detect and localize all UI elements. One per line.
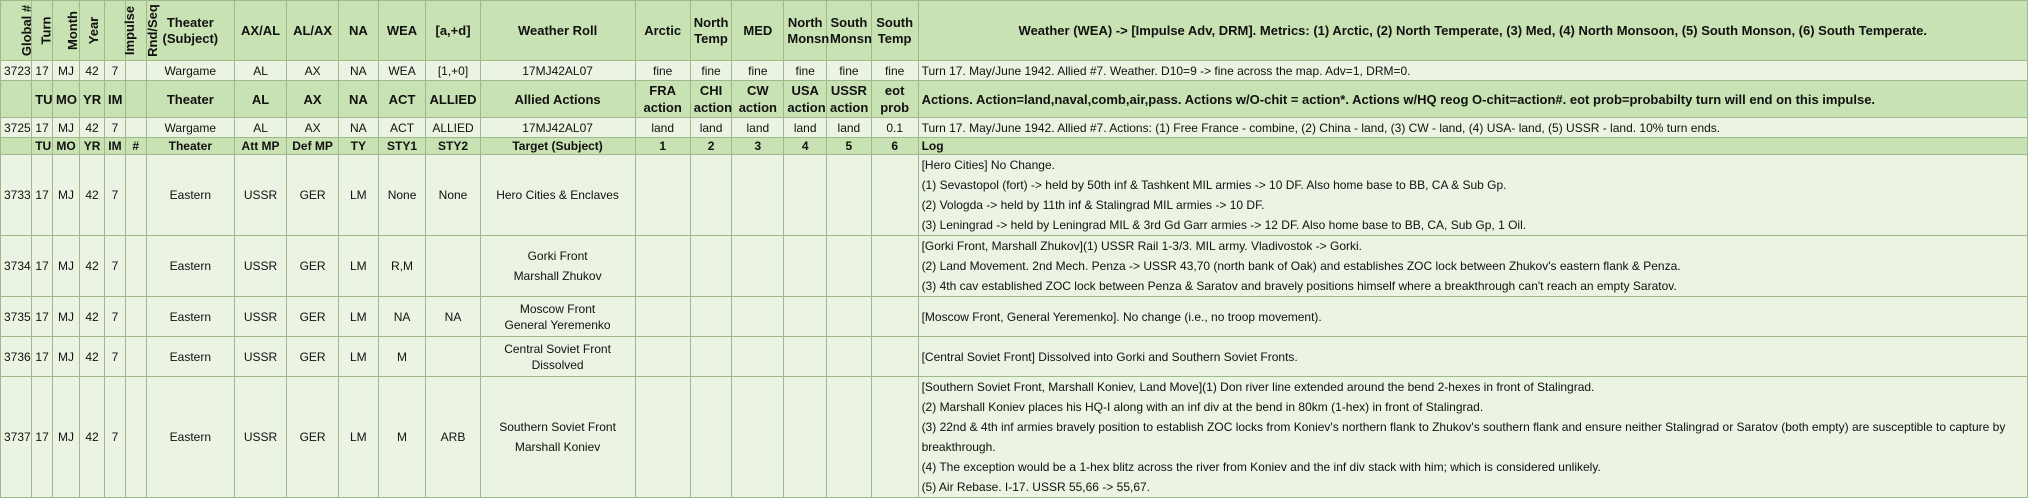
cell[interactable] — [690, 236, 732, 297]
cell[interactable]: AL — [235, 118, 287, 138]
cell-id[interactable]: 3737 — [1, 377, 32, 498]
header-cell[interactable]: Theater — [146, 138, 234, 155]
cell[interactable]: 7 — [105, 118, 126, 138]
cell-id[interactable]: 3734 — [1, 236, 32, 297]
cell[interactable]: 3725 — [1, 118, 32, 138]
col-header-south-temp[interactable]: South Temp — [871, 1, 918, 61]
log-cell[interactable] — [918, 155, 2027, 236]
cell[interactable] — [871, 377, 918, 498]
cell[interactable] — [871, 236, 918, 297]
col-header-turn[interactable]: Turn — [32, 1, 53, 61]
cell-sty2[interactable]: ARB — [426, 377, 480, 498]
cell[interactable] — [732, 236, 784, 297]
header-cell[interactable]: 2 — [690, 138, 732, 155]
cell[interactable] — [125, 61, 146, 81]
cell[interactable] — [871, 297, 918, 337]
cell-im[interactable]: 7 — [105, 297, 126, 337]
cell[interactable]: land — [827, 118, 872, 138]
log-header-row — [1, 138, 2028, 155]
table-row[interactable] — [1, 337, 2028, 377]
cell-att[interactable]: USSR — [235, 377, 287, 498]
header-cell[interactable]: YR — [80, 81, 105, 118]
cell-sty2[interactable]: None — [426, 155, 480, 236]
cell-im[interactable]: 7 — [105, 155, 126, 236]
cell[interactable] — [690, 337, 732, 377]
target-line: Gorki Front — [527, 249, 588, 263]
cell-theater[interactable]: Eastern — [146, 297, 234, 337]
cell[interactable] — [732, 337, 784, 377]
header-cell[interactable]: 4 — [784, 138, 827, 155]
cell-target[interactable] — [480, 155, 635, 236]
col-header-rnd-seq[interactable]: Rnd/Seq — [125, 1, 146, 61]
cell[interactable]: 17 — [32, 61, 53, 81]
log-line: [Gorki Front, Marshall Zhukov](1) USSR Rail 1-3/3. MIL army. Vladivostok -> Gorki. — [921, 239, 1363, 253]
cell[interactable]: land — [635, 118, 690, 138]
cell-att[interactable]: USSR — [235, 337, 287, 377]
cell[interactable] — [784, 236, 827, 297]
cell[interactable] — [125, 118, 146, 138]
cell[interactable] — [784, 377, 827, 498]
log-line: (2) Land Movement. 2nd Mech. Penza -> USSR 43,70 (north bank of Oak) and establishes ZOC lock between Zhukov's eastern flank & Penza. — [921, 259, 1681, 273]
cell[interactable]: NA — [339, 61, 379, 81]
header-cell[interactable]: STY2 — [426, 138, 480, 155]
cell[interactable]: Wargame — [146, 61, 234, 81]
header-cell-actions-legend[interactable]: Actions. Action=land,naval,comb,air,pass. Actions w/O-chit = action*. Actions w/HQ reog O-chit=action#. eot prob=probabilty turn will end on this impulse. — [918, 81, 2027, 118]
cell[interactable]: fine — [871, 61, 918, 81]
col-header-north-temp[interactable]: North Temp — [690, 1, 732, 61]
cell-im[interactable]: 7 — [105, 337, 126, 377]
header-cell[interactable]: Theater — [146, 81, 234, 118]
cell[interactable] — [732, 377, 784, 498]
cell[interactable]: ACT — [378, 118, 426, 138]
cell-yr[interactable]: 42 — [80, 377, 105, 498]
header-cell[interactable]: NA — [339, 81, 379, 118]
cell-yr[interactable]: 42 — [80, 236, 105, 297]
cell-tu[interactable]: 17 — [32, 297, 53, 337]
cell-ty[interactable]: LM — [339, 337, 379, 377]
cell[interactable] — [784, 155, 827, 236]
col-header-arctic[interactable]: Arctic — [635, 1, 690, 61]
cell[interactable] — [871, 155, 918, 236]
col-header-med[interactable]: MED — [732, 1, 784, 61]
cell-def[interactable]: GER — [287, 236, 339, 297]
col-header-weather-metrics[interactable]: Weather (WEA) -> [Impulse Adv, DRM]. Metrics: (1) Arctic, (2) North Temperate, (3) Med, (4) North Monsoon, (5) South Monson, (6) South Temperate. — [918, 1, 2027, 61]
cell-att[interactable]: USSR — [235, 297, 287, 337]
cell-tu[interactable]: 17 — [32, 236, 53, 297]
cell-theater[interactable]: Eastern — [146, 337, 234, 377]
table-row-actions[interactable] — [1, 118, 2028, 138]
cell[interactable]: fine — [827, 61, 872, 81]
cell-theater[interactable]: Eastern — [146, 236, 234, 297]
cell-sty2[interactable] — [426, 236, 480, 297]
col-header-na[interactable]: NA — [339, 1, 379, 61]
cell-sty1[interactable]: M — [378, 337, 426, 377]
table-row[interactable] — [1, 297, 2028, 337]
col-header-impulse[interactable]: Impulse — [105, 1, 126, 61]
col-header-month[interactable]: Month — [53, 1, 80, 61]
cell[interactable]: WEA — [378, 61, 426, 81]
cell[interactable]: Wargame — [146, 118, 234, 138]
target-line: Marshall Koniev — [514, 440, 601, 454]
cell-att[interactable]: USSR — [235, 236, 287, 297]
cell[interactable]: 17MJ42AL07 — [480, 118, 635, 138]
log-line: [Central Soviet Front] Dissolved into Gorki and Southern Soviet Fronts. — [921, 349, 1298, 364]
cell[interactable]: AX — [287, 61, 339, 81]
target-line: Central Soviet Front — [504, 341, 611, 356]
cell[interactable] — [732, 155, 784, 236]
cell[interactable] — [784, 337, 827, 377]
cell-sty1[interactable]: M — [378, 377, 426, 498]
cell[interactable] — [827, 155, 872, 236]
log-cell[interactable] — [918, 297, 2027, 337]
cell-yr[interactable]: 42 — [80, 297, 105, 337]
col-header-south-monsn[interactable]: South Monsn — [827, 1, 872, 61]
header-cell[interactable]: MO — [53, 81, 80, 118]
cell[interactable] — [827, 236, 872, 297]
header-cell[interactable]: TU — [32, 138, 53, 155]
header-cell[interactable]: AX — [287, 81, 339, 118]
cell[interactable] — [690, 297, 732, 337]
log-cell[interactable] — [918, 377, 2027, 498]
cell[interactable]: AL — [235, 61, 287, 81]
log-cell[interactable] — [918, 337, 2027, 377]
cell[interactable]: fine — [635, 61, 690, 81]
log-line: (4) The exception would be a 1-hex blitz across the river from Koniev and the inf div stack with him; which is considered unlikely. — [921, 460, 1601, 474]
header-cell[interactable]: 3 — [732, 138, 784, 155]
log-cell[interactable]: Turn 17. May/June 1942. Allied #7. Weather. D10=9 -> fine across the map. Adv=1, DRM=0. — [918, 61, 2027, 81]
header-cell[interactable]: Att MP — [235, 138, 287, 155]
cell-yr[interactable]: 42 — [80, 337, 105, 377]
cell-mo[interactable]: MJ — [53, 236, 80, 297]
log-line: [Moscow Front, General Yeremenko]. No change (i.e., no troop movement). — [921, 309, 1322, 324]
cell-num[interactable] — [125, 337, 146, 377]
cell[interactable]: fine — [784, 61, 827, 81]
table-row-weather[interactable] — [1, 61, 2028, 81]
cell[interactable] — [690, 377, 732, 498]
header-cell[interactable]: 1 — [635, 138, 690, 155]
cell[interactable]: MJ — [53, 61, 80, 81]
cell-sty1[interactable]: None — [378, 155, 426, 236]
log-line: [Southern Soviet Front, Marshall Koniev, Land Move](1) Don river line extended around the bend 2-hexes in front of Stalingrad. — [921, 380, 1595, 394]
cell-mo[interactable]: MJ — [53, 155, 80, 236]
header-cell[interactable]: STY1 — [378, 138, 426, 155]
cell-im[interactable]: 7 — [105, 236, 126, 297]
header-cell[interactable]: ACT — [378, 81, 426, 118]
cell-ty[interactable]: LM — [339, 155, 379, 236]
cell-target[interactable] — [480, 377, 635, 498]
header-cell[interactable]: eot prob — [871, 81, 918, 118]
cell-id[interactable]: 3735 — [1, 297, 32, 337]
target-line: Moscow Front — [519, 301, 596, 316]
cell[interactable]: 17 — [32, 118, 53, 138]
cell-def[interactable]: GER — [287, 297, 339, 337]
target-line: Marshall Zhukov — [513, 269, 602, 283]
cell-num[interactable] — [125, 155, 146, 236]
header-cell[interactable]: 5 — [827, 138, 872, 155]
header-cell[interactable]: IM — [105, 81, 126, 118]
log-cell[interactable] — [918, 236, 2027, 297]
cell-mo[interactable]: MJ — [53, 337, 80, 377]
cell[interactable]: [1,+0] — [426, 61, 480, 81]
cell-mo[interactable]: MJ — [53, 297, 80, 337]
cell-def[interactable]: GER — [287, 155, 339, 236]
cell-def[interactable]: GER — [287, 337, 339, 377]
cell-ty[interactable]: LM — [339, 236, 379, 297]
header-cell[interactable]: ALLIED — [426, 81, 480, 118]
log-line: (3) 22nd & 4th inf armies bravely position to establish ZOC locks from Koniev's northern flank to Zhukov's southern flank and ensure neither Stalingrad or Saratov (both empty) are susceptible to capture by breakthrough. — [921, 420, 2006, 454]
action-header-row — [1, 81, 2028, 118]
cell-id[interactable]: 3733 — [1, 155, 32, 236]
col-header-north-monsn[interactable]: North Monsn — [784, 1, 827, 61]
target-line: Southern Soviet Front — [499, 420, 616, 434]
target-line: Hero Cities & Enclaves — [496, 188, 619, 202]
cell[interactable]: ALLIED — [426, 118, 480, 138]
col-header-wea[interactable]: WEA — [378, 1, 426, 61]
cell[interactable] — [635, 155, 690, 236]
cell[interactable]: land — [784, 118, 827, 138]
log-line: (2) Vologda -> held by 11th inf & Stalingrad MIL armies -> 10 DF. — [921, 198, 1265, 212]
cell-id[interactable]: 3736 — [1, 337, 32, 377]
cell-yr[interactable]: 42 — [80, 155, 105, 236]
header-cell[interactable]: TY — [339, 138, 379, 155]
header-cell[interactable]: Def MP — [287, 138, 339, 155]
table-row[interactable] — [1, 236, 2028, 297]
cell[interactable]: 42 — [80, 61, 105, 81]
cell[interactable]: AX — [287, 118, 339, 138]
cell[interactable]: fine — [690, 61, 732, 81]
cell-sty2[interactable] — [426, 337, 480, 377]
cell[interactable] — [635, 236, 690, 297]
cell[interactable]: land — [690, 118, 732, 138]
header-cell[interactable] — [1, 81, 32, 118]
cell-ty[interactable]: LM — [339, 377, 379, 498]
cell[interactable] — [635, 377, 690, 498]
cell[interactable]: 7 — [105, 61, 126, 81]
cell[interactable]: NA — [339, 118, 379, 138]
header-cell[interactable] — [1, 138, 32, 155]
header-cell[interactable]: 6 — [871, 138, 918, 155]
header-cell[interactable]: USA action — [784, 81, 827, 118]
header-cell[interactable] — [125, 81, 146, 118]
log-line: (2) Marshall Koniev places his HQ-I along with an inf div at the bend in 80km (1-hex) in front of Stalingrad. — [921, 400, 1484, 414]
cell-tu[interactable]: 17 — [32, 377, 53, 498]
header-cell[interactable]: YR — [80, 138, 105, 155]
cell[interactable] — [871, 337, 918, 377]
cell-ty[interactable]: LM — [339, 297, 379, 337]
cell[interactable] — [827, 377, 872, 498]
header-cell[interactable]: IM — [105, 138, 126, 155]
header-cell[interactable]: Target (Subject) — [480, 138, 635, 155]
cell[interactable] — [827, 297, 872, 337]
cell[interactable] — [690, 155, 732, 236]
cell[interactable] — [784, 297, 827, 337]
cell[interactable]: MJ — [53, 118, 80, 138]
cell[interactable] — [827, 337, 872, 377]
cell[interactable]: 0.1 — [871, 118, 918, 138]
col-header-year[interactable]: Year — [80, 1, 105, 61]
header-cell[interactable]: FRA action — [635, 81, 690, 118]
cell-att[interactable]: USSR — [235, 155, 287, 236]
header-cell[interactable]: MO — [53, 138, 80, 155]
header-cell-log[interactable]: Log — [918, 138, 2027, 155]
col-header-theater[interactable]: Theater (Subject) — [146, 1, 234, 61]
cell-theater[interactable]: Eastern — [146, 155, 234, 236]
cell-sty1[interactable]: R,M — [378, 236, 426, 297]
col-header-ax-al[interactable]: AX/AL — [235, 1, 287, 61]
target-line: Dissolved — [531, 357, 584, 372]
cell-target[interactable] — [480, 297, 635, 337]
cell-num[interactable] — [125, 377, 146, 498]
log-line: (1) Sevastopol (fort) -> held by 50th inf & Tashkent MIL armies -> 10 DF. Also home base to BB, CA & Sub Gp. — [921, 178, 1507, 192]
header-cell[interactable]: CHI action — [690, 81, 732, 118]
cell-sty2[interactable]: NA — [426, 297, 480, 337]
log-cell[interactable]: Turn 17. May/June 1942. Allied #7. Actions: (1) Free France - combine, (2) China - land, (3) CW - land, (4) USA- land, (5) USSR - land. 10% turn ends. — [918, 118, 2027, 138]
header-cell[interactable]: CW action — [732, 81, 784, 118]
header-cell[interactable]: # — [125, 138, 146, 155]
cell-mo[interactable]: MJ — [53, 377, 80, 498]
log-line: [Hero Cities] No Change. — [921, 158, 1055, 172]
col-header-al-ax[interactable]: AL/AX — [287, 1, 339, 61]
cell[interactable]: 42 — [80, 118, 105, 138]
col-header-a-d[interactable]: [a,+d] — [426, 1, 480, 61]
cell[interactable]: fine — [732, 61, 784, 81]
cell-num[interactable] — [125, 236, 146, 297]
target-line: General Yeremenko — [504, 317, 611, 332]
cell[interactable] — [635, 337, 690, 377]
cell-sty1[interactable]: NA — [378, 297, 426, 337]
cell-target[interactable] — [480, 236, 635, 297]
col-header-global[interactable]: Global # — [1, 1, 32, 61]
cell-def[interactable]: GER — [287, 377, 339, 498]
header-cell[interactable]: Allied Actions — [480, 81, 635, 118]
cell-tu[interactable]: 17 — [32, 337, 53, 377]
header-cell[interactable]: USSR action — [827, 81, 872, 118]
cell[interactable]: land — [732, 118, 784, 138]
log-line: (3) 4th cav established ZOC lock between Penza & Saratov and bravely positions himself where a breakthrough can't reach an empty Saratov. — [921, 279, 1677, 293]
cell-target[interactable] — [480, 337, 635, 377]
cell-tu[interactable]: 17 — [32, 155, 53, 236]
cell[interactable] — [635, 297, 690, 337]
table-row[interactable] — [1, 155, 2028, 236]
log-line: (5) Air Rebase. I-17. USSR 55,66 -> 55,67. — [921, 480, 1151, 494]
header-row — [1, 1, 2028, 61]
col-header-weather-roll[interactable]: Weather Roll — [480, 1, 635, 61]
header-cell[interactable]: TU — [32, 81, 53, 118]
cell[interactable]: 3723 — [1, 61, 32, 81]
table-row[interactable] — [1, 377, 2028, 498]
header-cell[interactable]: AL — [235, 81, 287, 118]
cell-num[interactable] — [125, 297, 146, 337]
cell-theater[interactable]: Eastern — [146, 377, 234, 498]
cell[interactable]: 17MJ42AL07 — [480, 61, 635, 81]
cell-im[interactable]: 7 — [105, 377, 126, 498]
log-line: (3) Leningrad -> held by Leningrad MIL & 3rd Gd Garr armies -> 12 DF. Also home base to BB, CA, Sub Gp, 1 Oil. — [921, 218, 1527, 232]
cell[interactable] — [732, 297, 784, 337]
